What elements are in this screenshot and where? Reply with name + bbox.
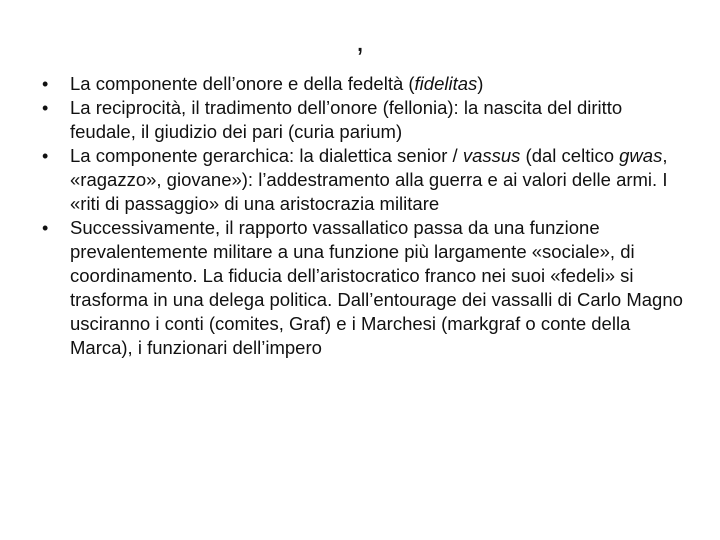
bullet-text [70,73,483,94]
italic-term: vassus [462,145,521,166]
bullet-item [40,144,690,216]
text-segment: (dal celtico [520,145,620,166]
italic-term: fidelitas [414,73,478,94]
italic-term: gwas [619,145,663,166]
bullet-text [70,217,683,358]
text-segment: La componente gerarchica: la dialettica senior / [70,145,463,166]
bullet-dot-icon: • [42,74,49,94]
bullet-dot-icon: • [42,146,49,166]
text-segment: La componente dell’onore e della fedeltà ( [70,73,415,94]
bullet-dot-icon: • [42,98,49,118]
bullet-text [70,97,622,142]
bullet-text [70,145,667,214]
text-segment: La reciprocità, il tradimento dell’onore (fellonia): la nascita del diritto feudale, il giudizio dei pari (curia parium) [70,97,623,142]
bullet-item [40,216,690,360]
text-segment: , «ragazzo», giovane»): l’addestramento alla guerra e ai valori delle armi. I «riti di passaggio» di una aristocrazia militare [70,145,668,214]
text-segment: ) [477,73,484,94]
text-segment: Successivamente, il rapporto vassallatico passa da una funzione prevalentemente militare a una funzione più largamente «sociale», di coordinamento. La fiducia dell’aristocratico franco nei suoi «fedeli» si trasforma in una delega politica. Dall’entourage dei vassalli di Carlo Magno usciranno i conti (comites, Graf) e i Marchesi (markgraf o conte della Marca), i funzionari dell’impero [70,217,683,358]
bullet-dot-icon: • [42,218,49,238]
slide-title: , [355,25,365,58]
bullet-item [40,96,690,144]
bullet-item [40,72,690,96]
bullet-list [40,72,690,360]
